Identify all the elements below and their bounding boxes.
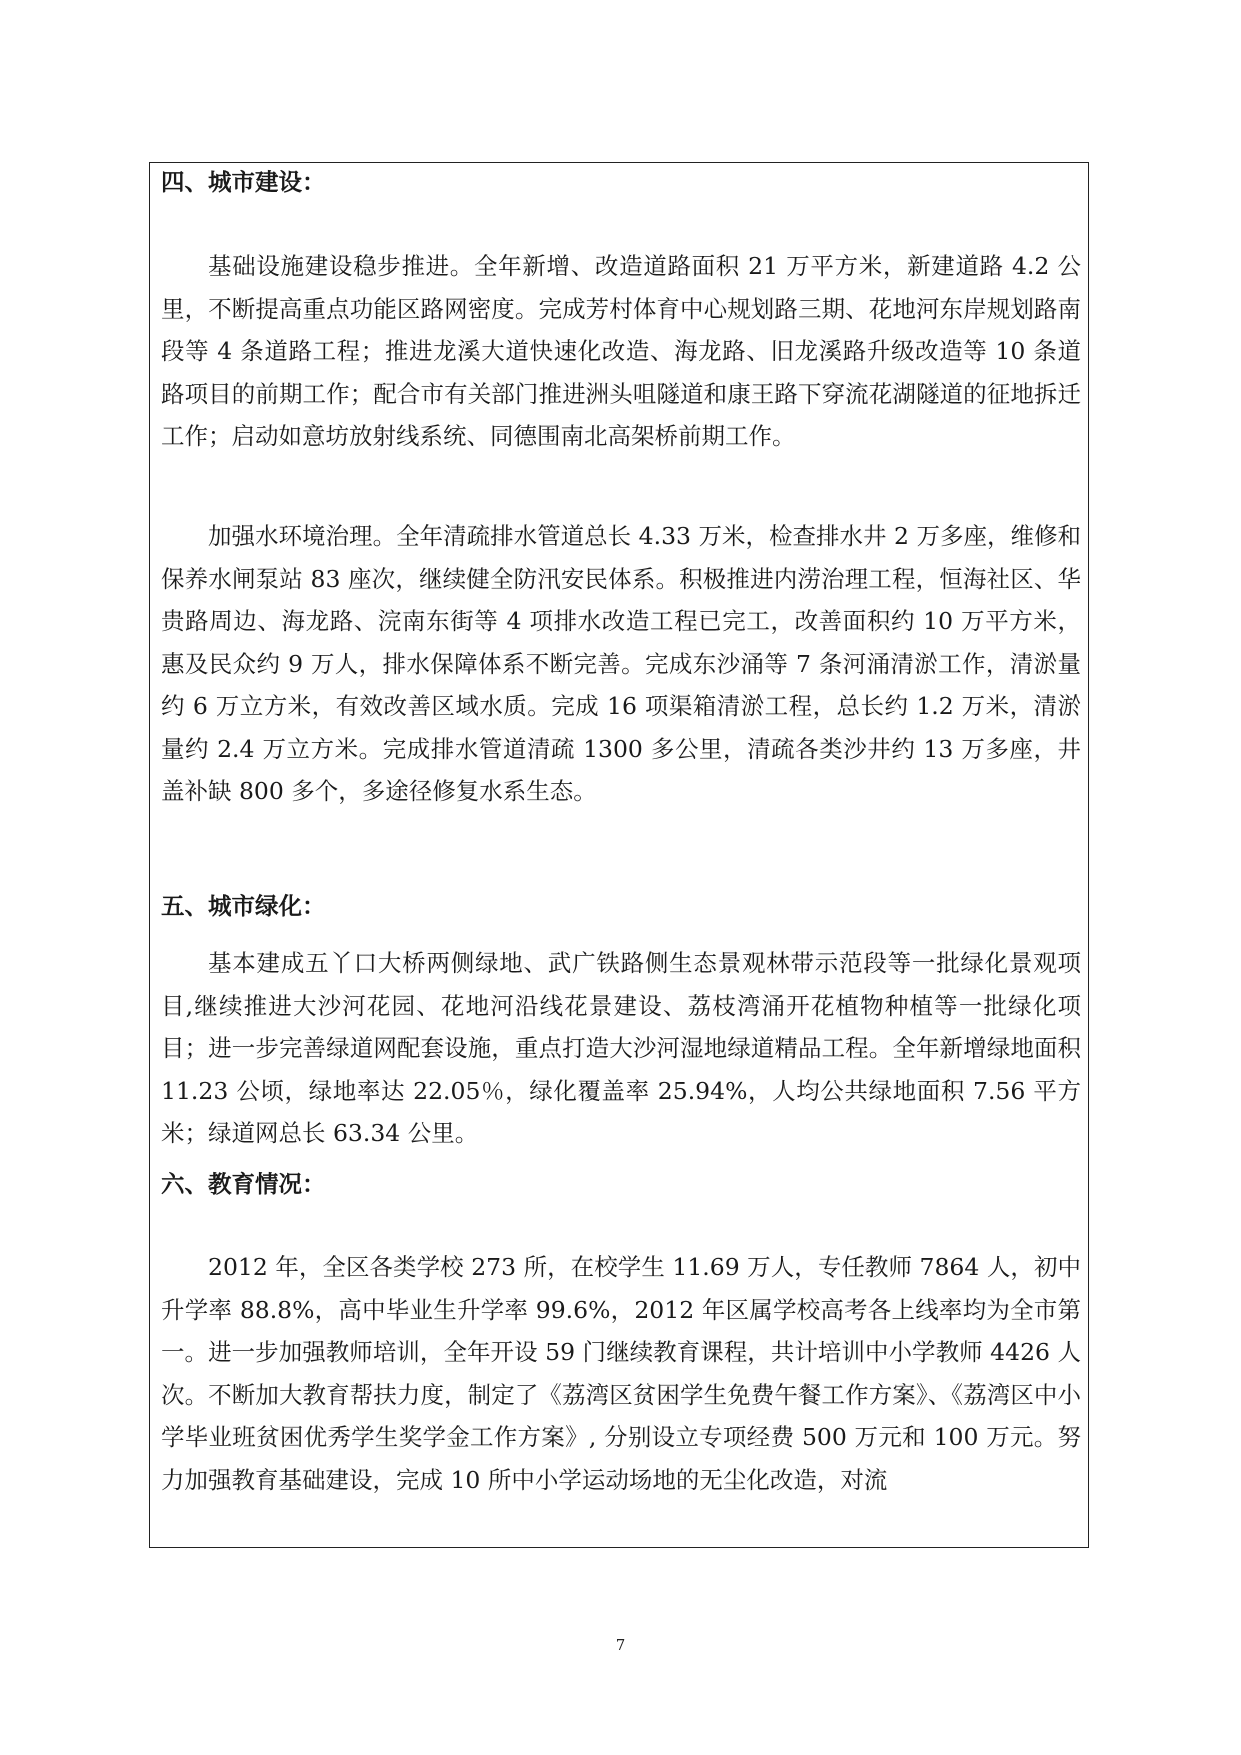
section-heading-education: 六、教育情况： [161, 1170, 326, 1198]
paragraph-education: 2012 年，全区各类学校 273 所，在校学生 11.69 万人，专任教师 7864 人，初中升学率 88.8%，高中毕业生升学率 99.6%，2012 年区属学校高考各上线率均为全市第一。进一步加强教师培训，全年开设 59 门继续教育课程，共计培训中小学教师 4426 人次。不断加大教育帮扶力度，制定了《荔湾区贫困学生免费午餐工作方案》、《荔湾区中小学毕业班贫困优秀学生奖学金工作方案》, 分别设立专项经费 500 万元和 100 万元。努力加强教育基础建设，完成 10 所中小学运动场地的无尘化改造，对流 [161, 1253, 1081, 1494]
paragraph-infrastructure: 基础设施建设稳步推进。全年新增、改造道路面积 21 万平方米，新建道路 4.2 公里，不断提高重点功能区路网密度。完成芳村体育中心规划路三期、花地河东岸规划路南段等 4 条道路工程；推进龙溪大道快速化改造、海龙路、旧龙溪路升级改造等 10 条道路项目的前期工作；配合市有关部门推进洲头咀隧道和康王路下穿流花湖隧道的征地拆迁工作；启动如意坊放射线系统、同德围南北高架桥前期工作。 [161, 252, 1081, 450]
paragraph-greening: 基本建成五丫口大桥两侧绿地、武广铁路侧生态景观林带示范段等一批绿化景观项目,继续推进大沙河花园、花地河沿线花景建设、荔枝湾涌开花植物种植等一批绿化项目；进一步完善绿道网配套设施，重点打造大沙河湿地绿道精品工程。全年新增绿地面积 11.23 公顷，绿地率达 22.05％，绿化覆盖率 25.94%，人均公共绿地面积 7.56 平方米；绿道网总长 63.34 公里。 [161, 949, 1081, 1147]
paragraph-water-environment: 加强水环境治理。全年清疏排水管道总长 4.33 万米，检查排水井 2 万多座，维修和保养水闸泵站 83 座次，继续健全防汛安民体系。积极推进内涝治理工程，恒海社区、华贵路周边、海龙路、浣南东街等 4 项排水改造工程已完工，改善面积约 10 万平方米，惠及民众约 9 万人，排水保障体系不断完善。完成东沙涌等 7 条河涌清淤工作，清淤量约 6 万立方米，有效改善区域水质。完成 16 项渠箱清淤工程，总长约 1.2 万米，清淤量约 2.4 万立方米。完成排水管道清疏 1300 多公里，清疏各类沙井约 13 万多座，井盖补缺 800 多个，多途径修复水系生态。 [161, 522, 1081, 805]
page-number: 7 [615, 1636, 626, 1654]
section-heading-city-greening: 五、城市绿化： [161, 892, 326, 920]
section-heading-city-construction: 四、城市建设： [161, 168, 326, 196]
